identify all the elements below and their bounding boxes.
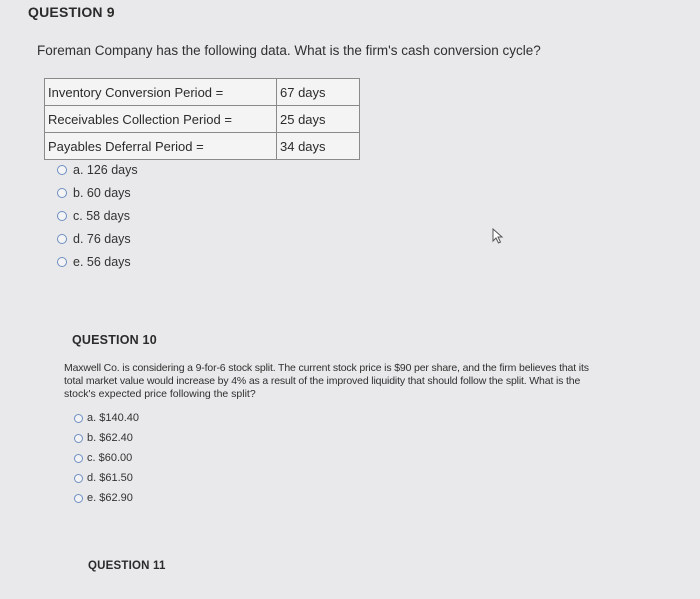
q9-option-e[interactable] <box>57 255 131 269</box>
table-row <box>45 106 360 133</box>
option-label: b. $62.40 <box>87 432 133 444</box>
q9-option-a[interactable] <box>57 163 138 177</box>
question-11-title: QUESTION 11 <box>88 560 166 572</box>
option-label: e. $62.90 <box>87 492 133 504</box>
q10-option-e[interactable] <box>74 492 133 504</box>
q10-option-d[interactable] <box>74 472 133 484</box>
table-cell-value: 25 days <box>277 106 360 133</box>
q10-option-c[interactable] <box>74 452 132 464</box>
radio-icon[interactable] <box>57 257 67 267</box>
q9-option-c[interactable] <box>57 209 130 223</box>
table-row <box>45 79 360 106</box>
radio-icon[interactable] <box>74 474 83 483</box>
option-label: d. 76 days <box>73 232 131 246</box>
q9-option-d[interactable] <box>57 232 131 246</box>
q10-option-a[interactable] <box>74 412 139 424</box>
question-9-title: QUESTION 9 <box>28 4 115 20</box>
mouse-pointer-icon <box>491 228 507 244</box>
question-10-text-line-3: stock's expected price following the split? <box>64 388 256 400</box>
radio-icon[interactable] <box>74 414 83 423</box>
question-9-text: Foreman Company has the following data. What is the firm's cash conversion cycle? <box>37 43 541 58</box>
radio-icon[interactable] <box>57 211 67 221</box>
table-cell-label: Payables Deferral Period = <box>45 133 277 160</box>
table-cell-label: Inventory Conversion Period = <box>45 79 277 106</box>
option-label: a. 126 days <box>73 163 138 177</box>
table-cell-value: 67 days <box>277 79 360 106</box>
table-cell-label: Receivables Collection Period = <box>45 106 277 133</box>
q10-option-b[interactable] <box>74 432 133 444</box>
option-label: b. 60 days <box>73 186 131 200</box>
data-table <box>44 78 360 160</box>
radio-icon[interactable] <box>57 234 67 244</box>
radio-icon[interactable] <box>74 434 83 443</box>
option-label: e. 56 days <box>73 255 131 269</box>
radio-icon[interactable] <box>57 188 67 198</box>
question-10-title: QUESTION 10 <box>72 333 157 347</box>
radio-icon[interactable] <box>74 454 83 463</box>
option-label: c. $60.00 <box>87 452 133 464</box>
q9-option-b[interactable] <box>57 186 131 200</box>
option-label: c. 58 days <box>73 209 130 223</box>
table-cell-value: 34 days <box>277 133 360 160</box>
question-10-text-line-2: total market value would increase by 4% as a result of the improved liquidity that should follow the split. What is the <box>64 375 581 387</box>
option-label: d. $61.50 <box>87 472 133 484</box>
question-10-text-line-1: Maxwell Co. is considering a 9-for-6 stock split. The current stock price is $90 per share, and the firm believes that its <box>64 362 589 374</box>
option-label: a. $140.40 <box>87 412 139 424</box>
radio-icon[interactable] <box>57 165 67 175</box>
radio-icon[interactable] <box>74 494 83 503</box>
table-row <box>45 133 360 160</box>
